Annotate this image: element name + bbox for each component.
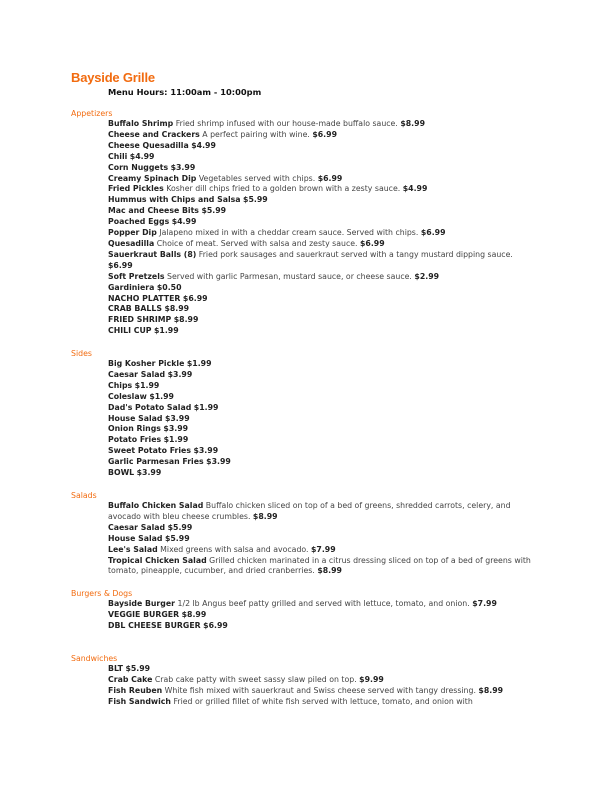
item-name: Poached Eggs [108, 217, 170, 227]
item-name: Buffalo Shrimp [108, 119, 174, 128]
item-price: $3.99 [163, 424, 189, 434]
item-name: BOWL [108, 468, 135, 478]
item-price: $1.99 [193, 402, 219, 412]
item-price: $5.99 [164, 533, 190, 543]
section-title: Burgers & Dogs [71, 589, 133, 598]
menu-item [108, 403, 538, 414]
item-name: CHILI CUP [108, 326, 152, 336]
item-description: Kosher dill chips fried to a golden brown with a zesty sauce. [166, 184, 401, 194]
item-price: $4.99 [402, 184, 428, 194]
item-name: Fried Pickles [108, 184, 164, 194]
section-appetizers [71, 108, 538, 337]
item-price: $4.99 [191, 140, 216, 150]
item-description: Grilled chicken marinated in a citrus dressing sliced on top of a bed of greens with tomato, pineapple, cucumber, and dried cranberries. [108, 555, 531, 576]
item-description: Fried or grilled fillet of white fish served with lettuce, tomato, and onion with [173, 696, 473, 706]
menu-item-list [108, 501, 538, 577]
item-description: Fried pork sausages and sauerkraut served with a tangy mustard dipping sauce. [198, 249, 513, 259]
item-price: $1.99 [163, 435, 189, 445]
item-price: $3.99 [193, 446, 219, 456]
section-title: Salads [71, 491, 97, 500]
item-name: CRAB BALLS [108, 304, 162, 314]
item-price: $8.99 [181, 609, 207, 619]
section-title: Sandwiches [71, 654, 118, 663]
item-description: Buffalo chicken sliced on top of a bed of greens, shredded carrots, celery, and avocado with bleu cheese crumbles. [108, 501, 511, 521]
menu-item [108, 195, 538, 206]
item-description: A perfect pairing with wine. [202, 129, 310, 139]
menu-item [108, 457, 538, 468]
menu-item [108, 239, 538, 250]
item-price: $4.99 [129, 151, 155, 161]
item-price: $5.99 [201, 206, 227, 216]
item-price: $8.99 [478, 685, 504, 695]
item-name: DBL CHEESE BURGER [108, 620, 201, 630]
item-price: $4.99 [171, 217, 197, 227]
item-price: $2.99 [414, 271, 440, 281]
item-name: House Salad [108, 533, 163, 543]
menu-item [108, 228, 538, 239]
menu-item [108, 392, 538, 403]
item-name: Popper Dip [108, 228, 157, 238]
item-price: $3.99 [206, 457, 231, 467]
item-name: Dad's Potato Salad [108, 402, 192, 412]
menu-item [108, 610, 538, 621]
section-salads [71, 490, 538, 577]
menu-item [108, 697, 538, 708]
menu-item [108, 141, 538, 152]
menu-item [108, 556, 538, 578]
menu-item [108, 174, 538, 185]
item-description: Crab cake patty with sweet sassy slaw piled on top. [154, 674, 357, 684]
menu-item [108, 599, 538, 610]
item-name: Corn Nuggets [108, 162, 169, 172]
menu-item [108, 468, 538, 479]
menu-item [108, 686, 538, 697]
item-name: Fish Sandwich [108, 696, 171, 706]
item-price: $6.99 [108, 260, 133, 270]
menu-item [108, 283, 538, 294]
menu-item [108, 446, 538, 457]
item-name: Sweet Potato Fries [108, 446, 191, 456]
item-name: Bayside Burger [108, 599, 175, 608]
item-name: Onion Rings [108, 424, 161, 434]
menu-item-list [108, 599, 538, 632]
item-name: Soft Pretzels [108, 271, 165, 281]
menu-item [108, 217, 538, 228]
menu-item-list [108, 359, 538, 479]
item-name: Buffalo Chicken Salad [108, 501, 204, 510]
item-description: Mixed greens with salsa and avocado. [160, 544, 309, 554]
item-name: House Salad [108, 413, 163, 423]
menu-item [108, 119, 538, 130]
menu-item [108, 675, 538, 686]
item-price: $3.99 [136, 468, 162, 478]
item-price: $3.99 [167, 369, 193, 379]
menu-item [108, 381, 538, 392]
menu-item [108, 523, 538, 534]
menu-item [108, 370, 538, 381]
item-name: Sauerkraut Balls (8) [108, 249, 197, 259]
item-name: Caesar Salad [108, 369, 166, 379]
item-price: $6.99 [420, 228, 446, 238]
item-name: Chips [108, 380, 133, 390]
item-description: Served with garlic Parmesan, mustard sauce, or cheese sauce. [167, 271, 412, 281]
item-name: VEGGIE BURGER [108, 609, 180, 619]
item-price: $8.99 [400, 119, 425, 128]
menu-item [108, 326, 538, 337]
item-price: $5.99 [125, 664, 151, 673]
item-name: Creamy Spinach Dip [108, 173, 197, 183]
menu-item-list [108, 119, 538, 337]
restaurant-name: Bayside Grille [71, 70, 155, 85]
menu-item [108, 545, 538, 556]
item-price: $1.99 [153, 326, 179, 336]
item-description: 1/2 lb Angus beef patty grilled and served with lettuce, tomato, and onion. [177, 599, 470, 608]
item-name: NACHO PLATTER [108, 293, 181, 303]
menu-item [108, 152, 538, 163]
item-description: Choice of meat. Served with salsa and zesty sauce. [156, 238, 358, 248]
menu-item [108, 424, 538, 435]
section-sides [71, 348, 538, 479]
section-sandwiches [71, 653, 538, 708]
item-name: FRIED SHRIMP [108, 315, 172, 325]
item-name: Mac and Cheese Bits [108, 206, 199, 216]
section-title: Sides [71, 349, 92, 358]
item-price: $6.99 [182, 293, 208, 303]
menu-item [108, 272, 538, 283]
menu-hours: Menu Hours: 11:00am - 10:00pm [108, 87, 262, 97]
item-price: $6.99 [203, 620, 228, 630]
menu-item-list [108, 664, 538, 708]
item-price: $6.99 [312, 129, 337, 139]
item-description: Jalapeno mixed in with a cheddar cream sauce. Served with chips. [159, 228, 419, 238]
item-name: Gardiniera [108, 282, 155, 292]
item-name: Crab Cake [108, 674, 153, 684]
item-price: $3.99 [170, 162, 196, 172]
item-name: Chili [108, 151, 128, 161]
item-name: Tropical Chicken Salad [108, 555, 207, 565]
item-name: BLT [108, 664, 123, 673]
section-title: Appetizers [71, 109, 113, 118]
item-price: $8.99 [164, 304, 190, 314]
menu-item [108, 206, 538, 217]
menu-item [108, 501, 538, 523]
item-price: $9.99 [359, 674, 384, 684]
menu-item [108, 294, 538, 305]
menu-item [108, 250, 538, 272]
item-price: $1.99 [186, 359, 212, 368]
menu-item [108, 163, 538, 174]
item-price: $5.99 [243, 195, 268, 205]
item-price: $7.99 [311, 544, 336, 554]
menu-item [108, 304, 538, 315]
menu-item [108, 130, 538, 141]
section-burgers-dogs [71, 588, 538, 632]
item-name: Garlic Parmesan Fries [108, 457, 204, 467]
item-name: Coleslaw [108, 391, 147, 401]
item-price: $0.50 [156, 282, 182, 292]
menu-item [108, 664, 538, 675]
item-name: Potato Fries [108, 435, 162, 445]
menu-item [108, 315, 538, 326]
menu-item [108, 414, 538, 425]
item-name: Hummus with Chips and Salsa [108, 195, 241, 205]
item-name: Fish Reuben [108, 685, 163, 695]
item-name: Cheese Quesadilla [108, 140, 189, 150]
menu-item [108, 534, 538, 545]
item-price: $7.99 [472, 599, 497, 608]
item-name: Caesar Salad [108, 522, 166, 532]
item-name: Cheese and Crackers [108, 129, 200, 139]
item-price: $1.99 [149, 391, 174, 401]
item-price: $8.99 [252, 511, 278, 521]
item-price: $6.99 [317, 173, 343, 183]
menu-item [108, 359, 538, 370]
menu-item [108, 184, 538, 195]
item-price: $1.99 [134, 380, 160, 390]
item-price: $3.99 [164, 413, 190, 423]
item-description: Vegetables served with chips. [198, 173, 316, 183]
item-name: Quesadilla [108, 238, 155, 248]
menu-item [108, 435, 538, 446]
item-description: White fish mixed with sauerkraut and Swiss cheese served with tangy dressing. [164, 685, 476, 695]
item-name: Big Kosher Pickle [108, 359, 185, 368]
item-name: Lee's Salad [108, 544, 158, 554]
menu-item [108, 621, 538, 632]
item-price: $8.99 [173, 315, 199, 325]
item-price: $8.99 [317, 566, 342, 576]
item-price: $6.99 [360, 238, 385, 248]
item-description: Fried shrimp infused with our house-made buffalo sauce. [175, 119, 398, 128]
item-price: $5.99 [167, 522, 193, 532]
